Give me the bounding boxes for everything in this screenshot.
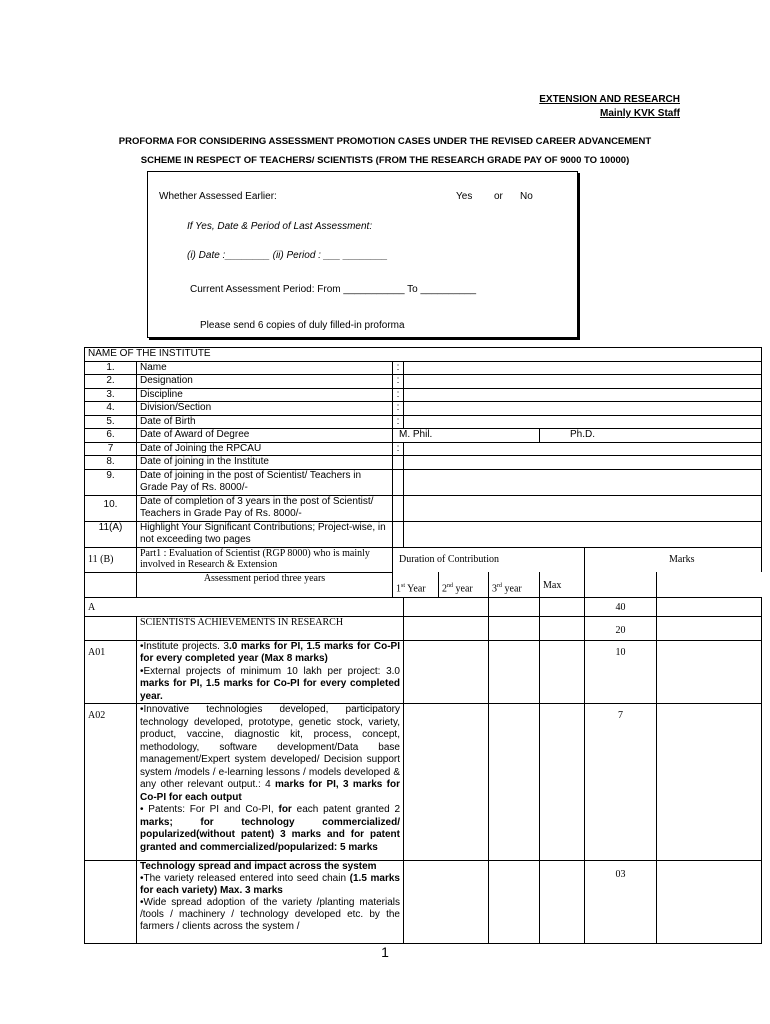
row-label: Highlight Your Significant Contributions; Project-wise, in not exceeding two pages [137, 521, 393, 547]
row-colon: : [393, 415, 404, 429]
row-label: Name [137, 361, 393, 375]
row-num: 11(A) [85, 521, 137, 547]
a03-row [85, 861, 762, 944]
table-row [85, 402, 762, 416]
year3-header: 3rd year [489, 572, 540, 597]
row-colon [393, 495, 404, 521]
row-colon: : [393, 361, 404, 375]
a02-max: 7 [585, 704, 657, 861]
proforma-table [84, 347, 762, 944]
row-label: Division/Section [137, 402, 393, 416]
title-line2: SCHEME IN RESPECT OF TEACHERS/ SCIENTISTS (FROM THE RESEARCH GRADE PAY OF 9000 TO 10000) [140, 155, 630, 166]
table-row [85, 361, 762, 375]
part1-row [85, 547, 762, 572]
row-label: Date of joining in the Institute [137, 456, 393, 470]
section-a-max: 40 [585, 597, 657, 616]
assessment-box [147, 171, 578, 338]
row-colon: : [393, 402, 404, 416]
row-num: 8. [85, 456, 137, 470]
row-label: Date of completion of 3 years in the post of Scientist/ Teachers in Grade Pay of Rs. 8000/- [137, 495, 393, 521]
page-number: 1 [381, 944, 389, 960]
row-colon [393, 521, 404, 547]
row-label: Date of Birth [137, 415, 393, 429]
institute-label: NAME OF THE INSTITUTE [85, 348, 762, 362]
contributions-value-cell[interactable] [404, 521, 762, 547]
a02-description: •Innovative technologies developed, participatory technology developed, prototype, genetic stock, variety, product, vaccine, diagnostic kit, process, concept, methodology, software development/Data base management/Expert system developed/ Decision support system /models / e-learning lessons / models developed & any other relevant output.: 4 marks for PI, 3 marks for Co-PI for each output • Patents: For PI and Co-PI, for each patent granted 2 marks; for technology commercialized/ popularized(without patent) 3 marks and for patent granted and commercialized/popularized: 5 marks [137, 704, 404, 861]
marks-label: Marks [585, 547, 762, 572]
year-header-row [85, 572, 762, 597]
row-num: 10. [85, 495, 137, 521]
discipline-value-cell[interactable] [404, 388, 762, 402]
a02-row [85, 704, 762, 861]
division-value-cell[interactable] [404, 402, 762, 416]
mphil-label: M. Phil. [393, 429, 540, 443]
table-row [85, 521, 762, 547]
row-label: Date of Joining the RPCAU [137, 442, 393, 456]
copies-note: Please send 6 copies of duly filled-in proforma [200, 320, 405, 331]
dob-value-cell[interactable] [404, 415, 762, 429]
institute-row [85, 348, 762, 362]
current-period-line: Current Assessment Period: From ___________ To __________ [190, 284, 477, 295]
joining-institute-value-cell[interactable] [404, 456, 762, 470]
table-row [85, 442, 762, 456]
row-label: Discipline [137, 388, 393, 402]
table-row [85, 429, 762, 443]
no-option: No [520, 191, 533, 202]
a03-max: 03 [585, 861, 657, 944]
row-num: 5. [85, 415, 137, 429]
row-colon: : [393, 442, 404, 456]
date-period-line: (i) Date :________ (ii) Period : ___ ________ [187, 250, 388, 261]
year2-header: 2nd year [439, 572, 489, 597]
row-num: 2. [85, 375, 137, 389]
a02-code: A02 [85, 704, 137, 861]
sci-ach-label: SCIENTISTS ACHIEVEMENTS IN RESEARCH [137, 616, 404, 640]
sci-ach-row [85, 616, 762, 640]
section-a-label: A [85, 597, 404, 616]
row-label: Date of Award of Degree [137, 429, 393, 443]
table-row [85, 495, 762, 521]
a01-code: A01 [85, 640, 137, 704]
table-row [85, 469, 762, 495]
row-num: 3. [85, 388, 137, 402]
a01-row [85, 640, 762, 704]
a01-max: 10 [585, 640, 657, 704]
max-header: Max [540, 572, 585, 597]
row-label: Designation [137, 375, 393, 389]
row-num: 9. [85, 469, 137, 495]
yes-option: Yes [456, 191, 473, 202]
table-row [85, 388, 762, 402]
row-colon [393, 456, 404, 470]
a03-description: Technology spread and impact across the system •The variety released entered into seed chain (1.5 marks for each variety) Max. 3 marks •Wide spread adoption of the variety /planting materials /tools / machinery / technology developed etc. by the farmers / clients across the system / [137, 861, 404, 944]
if-yes-label: If Yes, Date & Period of Last Assessment: [187, 221, 373, 232]
row-num: 7 [85, 442, 137, 456]
row-num: 4. [85, 402, 137, 416]
row-num: 1. [85, 361, 137, 375]
row-11b-num: 11 (B) [85, 547, 137, 572]
row-colon: : [393, 388, 404, 402]
name-value-cell[interactable] [404, 361, 762, 375]
table-row [85, 375, 762, 389]
header-line2: Mainly KVK Staff [599, 108, 680, 119]
table-row [85, 415, 762, 429]
header-line1: EXTENSION AND RESEARCH [539, 94, 680, 105]
table-row [85, 456, 762, 470]
joining-rpcau-value-cell[interactable] [404, 442, 762, 456]
row-colon: : [393, 375, 404, 389]
row-num: 6. [85, 429, 137, 443]
joining-post-value-cell[interactable] [404, 469, 762, 495]
assessment-period-label: Assessment period three years [137, 572, 393, 597]
phd-label: Ph.D. [540, 429, 762, 443]
designation-value-cell[interactable] [404, 375, 762, 389]
sci-ach-max: 20 [585, 616, 657, 640]
completion-value-cell[interactable] [404, 495, 762, 521]
duration-label: Duration of Contribution [393, 547, 585, 572]
a01-description: •Institute projects. 3.0 marks for PI, 1.5 marks for Co-PI for every completed year (Max 8 marks) •External projects of minimum 10 lakh per project: 3.0 marks for PI, 1.5 marks for Co-PI for every completed year. [137, 640, 404, 704]
section-a-row [85, 597, 762, 616]
year1-header: 1st Year [393, 572, 439, 597]
row-label: Date of joining in the post of Scientist/ Teachers in Grade Pay of Rs. 8000/- [137, 469, 393, 495]
title-line1: PROFORMA FOR CONSIDERING ASSESSMENT PROMOTION CASES UNDER THE REVISED CAREER ADVANCEMENT [118, 136, 652, 147]
or-text: or [494, 191, 503, 202]
row-colon [393, 469, 404, 495]
assessed-label: Whether Assessed Earlier: [159, 191, 277, 202]
part1-title: Part1 : Evaluation of Scientist (RGP 8000) who is mainly involved in Research & Extension [137, 547, 393, 572]
document-title [60, 132, 710, 170]
